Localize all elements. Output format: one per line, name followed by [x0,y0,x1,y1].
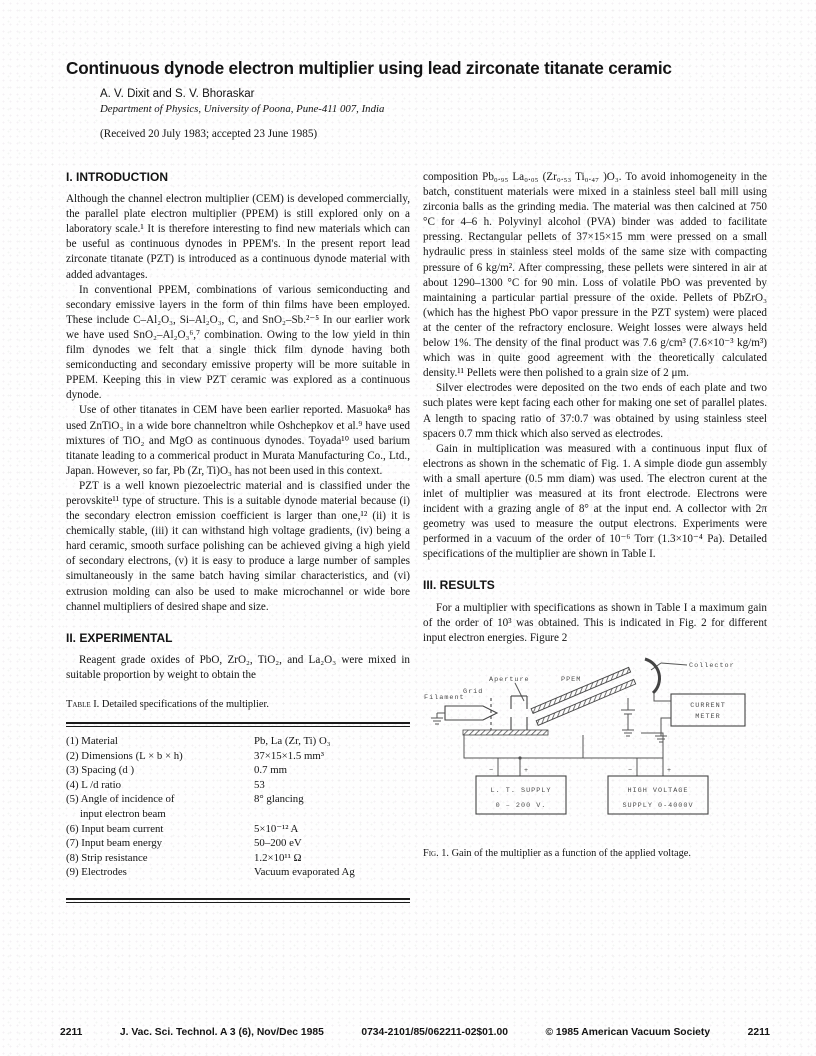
spec-label: (8) Strip resistance [66,851,148,864]
ppem-plates [531,667,636,725]
article-header [0,0,816,140]
collector-leader-line [661,663,687,665]
two-column-body [0,170,816,903]
spec-label: (9) Electrodes [66,866,127,879]
experimental-paragraph-3: Gain in multiplication was measured with a continuous input flux of electrons as shown in the schematic of Fig. 1. A simple diode gun assembly with a small aperture (0.5 mm diam) was used. The electron curent at the inlet of multiplier was measured at its front electrode. Electrons were incident with a grazing angle of 8° at the input end. A collector with 2π geometry was used to measure the output electrons. Experiments were performed in a vacuum of the order of 10⁻⁶ Torr (1.3×10⁻⁴ Pa). Detailed specifications of the multiplier are shown in Table I. [423,442,767,561]
table-row [66,749,410,764]
table-row [66,865,410,880]
lt-plus-sign: + [524,766,530,775]
table-caption-text: Detailed specifications of the multiplier. [101,699,269,710]
spec-value: 50–200 eV [254,837,302,850]
hv-minus-sign: − [628,766,634,775]
aperture-leader-line [515,683,524,701]
page-footer [60,1027,770,1038]
filament-shape [445,706,497,720]
table-caption-label: Table I. [66,699,100,710]
intro-paragraph-4: PZT is a well known piezoelectric material and is classified under the perovskite¹¹ type of structure. This is a suitable dynode material because (i) the secondary electron emission coefficient is larger than one,¹² (ii) it is chemically stable, (iii) it can withstand high voltage gradients, (iv) being a hard ceramic, smooth surface polishing can be achieved giving a high yield of secondary electrons, (v) it is easy to produce a large number of samples simultaneously in the same batch having similar characteristics, and (vi) extrusion molding can also be used to make microchannel or wide bore channel multipliers of desired shape and size. [66,479,410,613]
intro-paragraph-3: Use of other titanates in CEM have been earlier reported. Masuoka⁸ has used ZnTiO₃ in a wide bore channeltron while Oshchepkov et al.⁹ have used mixtures of TiO₂ and MgO as continuous dynodes. Toyada¹⁰ used barium titanate leading to a commerical product in Murata Manufacturing Co., Ltd., Japan. However, so far, Pb (Zr, Ti)O₃ has not been used in this context. [66,404,410,477]
received-dates: (Received 20 July 1983; accepted 23 June 1985) [100,128,318,140]
center-ground-icon [622,724,634,736]
footer-page-number-right: 2211 [747,1027,770,1038]
table-row [66,836,410,851]
table-row [66,763,410,778]
results-paragraph-1: For a multiplier with specifications as shown in Table I a maximum gain of the order of 10³ was obtained. This is indicated in Fig. 2 for different input electron energies. Figure 2 [423,601,767,644]
spec-value: 37×15×1.5 mm³ [254,749,325,762]
aperture-shape [511,696,527,730]
spec-label: (4) L /d ratio [66,778,122,791]
battery-icon [621,698,635,724]
hv-supply-label-2: SUPPLY 0-4000V [622,801,694,810]
section-heading-results: III. RESULTS [423,578,495,593]
table-row [66,734,410,749]
figure-caption-text: Gain of the multiplier as a function of the applied voltage. [451,847,691,859]
figure-1-schematic [423,656,773,834]
spec-label: (6) Input beam current [66,822,164,835]
table-1-caption [66,697,410,712]
table-rows [66,727,410,898]
spec-value: Vacuum evaporated Ag [254,866,355,879]
filament-label: Filament [424,693,465,702]
meter-ground-icon [655,736,667,742]
footer-copyright: © 1985 American Vacuum Society [545,1027,711,1038]
spec-label-line2: input electron beam [80,808,166,821]
table-row [66,778,410,793]
hv-ppem-wire [641,733,663,758]
collector-meter-wire [654,693,671,701]
article-affiliation: Department of Physics, University of Poona, Pune-411 007, India [100,103,385,115]
spec-label: (7) Input beam energy [66,837,163,850]
bus-wire [464,735,663,758]
table-row [66,822,410,837]
article-title: Continuous dynode electron multiplier using lead zirconate titanate ceramic [66,58,672,78]
filament-ground-icon [431,713,443,724]
current-meter-label-1: CURRENT [690,701,726,710]
spec-label: (2) Dimensions (L × b × h) [66,749,183,762]
ppem-label: PPEM [561,675,582,684]
spec-value: 5×10⁻¹² A [254,822,299,835]
lt-supply-label-2: 0 – 200 V. [495,801,547,810]
table-1 [66,697,410,903]
footer-journal-info: J. Vac. Sci. Technol. A 3 (6), Nov/Dec 1985 [119,1027,324,1038]
footer-coden: 0734-2101/85/062211-02$01.00 [361,1027,508,1038]
spec-value: 8° glancing [254,793,304,806]
intro-paragraph-1: Although the channel electron multiplier (CEM) is developed commercially, the parallel plate electron multiplier (PPEM) is still explored only on a laboratory scale.¹ It is therefore interesting to find new materials which can be useful as continuous dynodes in PPEM's. In the present report lead zirconate titanate (PZT) is introduced as a continuous dynode material with added advantages. [66,193,410,281]
grid-label: Grid [463,687,484,696]
current-meter-box [671,694,745,726]
experimental-paragraph-cont: composition Pb₀.₉₅ La₀.₀₅ (Zr₀.₅₃ Ti₀.₄₇ )O₃. To avoid inhomogeneity in the batch, constituent materials were mixed in a stainless steel ball mill using zirconia balls as the grinding media. The material was then calcined at 750 °C for 4–6 h. Polyvinyl alcohol (PVA) binder was added to facilitate pressing. Rectangular pellets of 37×15×15 mm were pressed on a small hydraulic press in stainless steel molds of the same size with compacting pressure of 6 kg/m². After compressing, these pellets were sintered in air at about 1290–1300 °C for 90 min. Loss of volatile PbO was prevented by maintaining a particular partial pressure of the oxide. Pellets of PbZrO₃ (which has the highest PbO vapor pressure in the PZT system) were placed at the center of the refractory enclosure. Weight losses were always held below 1%. The density of the final product was 7.6 g/cm³ (7.6×10⁻³ kg/m³) which was in quite good agreement with the theoretically calculated density.¹¹ Pellets were then polished to a grain size of 2 μm. [423,171,767,380]
hv-plus-sign: + [667,766,673,775]
table-bottom-rule [66,898,410,903]
figure-1-caption [423,847,767,860]
spec-value: 53 [254,778,265,791]
lt-supply-label-1: L. T. SUPPLY [490,786,552,795]
spec-value: Pb, La (Zr, Ti) O₃ [254,735,331,748]
figure-1 [423,656,767,860]
section-heading-introduction: I. INTRODUCTION [66,170,168,184]
spec-value: 1.2×10¹¹ Ω [254,851,302,864]
spec-label [66,792,254,821]
left-column [66,170,410,903]
spec-value: 0.7 mm [254,764,287,777]
experimental-paragraph-2: Silver electrodes were deposited on the two ends of each plate and two such plates were kept facing each other for making one set of parallel plates. A length to spacing ratio of 37:0.7 was obtained by using stainless steel spacers 0.7 mm thick which also served as electrodes. [423,382,767,440]
spec-label: (1) Material [66,735,118,748]
right-column [423,170,767,903]
collector-shape [645,659,660,693]
table-row [66,851,410,866]
table-row [66,792,410,821]
spec-label: (3) Spacing (d ) [66,764,135,777]
lt-minus-sign: − [489,766,495,775]
section-heading-experimental: II. EXPERIMENTAL [66,630,173,645]
article-authors: A. V. Dixit and S. V. Bhoraskar [100,88,255,100]
intro-paragraph-2: In conventional PPEM, combinations of various semiconducting and secondary emissive layers in the form of thin films have been employed. These include C–Al₂O₃, Si–Al₂O₃, C, and SnO₂–Sb.²⁻⁵ In our earlier work we have used SnO₂–Al₂O₃⁶,⁷ combination. Owing to the low yield in thin film dynodes we felt that a single thick film dynode having both semiconducting and secondary emissive property will be more suitable in PPEM. Keeping this in view PZT ceramic was explored as a continuous dynode. [66,283,410,402]
experimental-paragraph-1: Reagent grade oxides of PbO, ZrO₂, TiO₂, and La₂O₃ were mixed in suitable proportion by weight to obtain the [66,653,410,681]
gun-base [463,730,548,735]
figure-caption-label: Fig. 1. [423,847,449,859]
spec-label-line1: (5) Angle of incidence of [66,793,175,806]
hv-supply-label-1: HIGH VOLTAGE [627,786,689,795]
footer-page-number-left: 2211 [60,1027,83,1038]
collector-label: Collector [689,661,735,670]
aperture-label: Aperture [489,675,530,684]
current-meter-label-2: METER [695,712,721,721]
